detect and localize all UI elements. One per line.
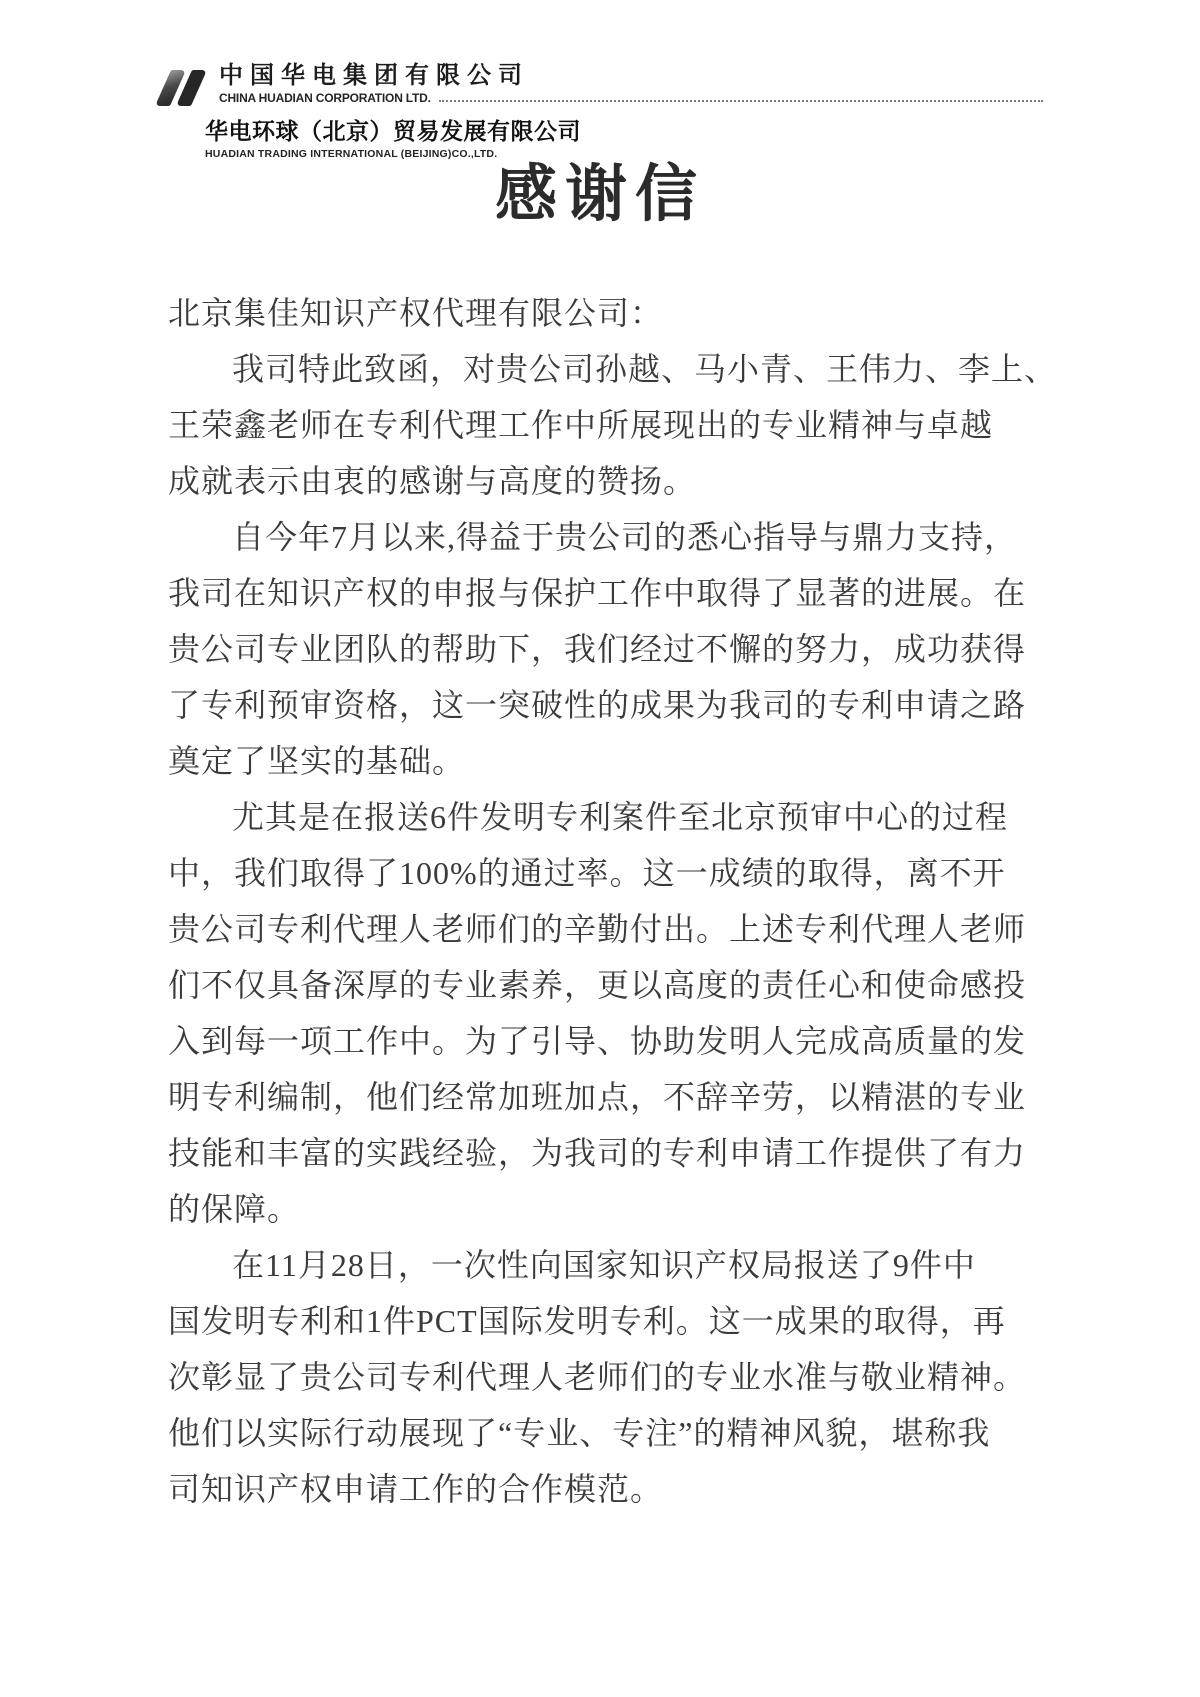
letterhead-en-row xyxy=(219,91,1043,105)
letterhead xyxy=(163,62,1043,160)
parent-company-name-cn: 中国华电集团有限公司 xyxy=(219,62,529,89)
letter-line: 奠定了坚实的基础。 xyxy=(168,743,466,779)
letter-line: 的保障。 xyxy=(168,1191,301,1227)
page-title: 感谢信 xyxy=(494,161,705,229)
letter-line: 中，我们取得了100%的通过率。这一成绩的取得，离不开 xyxy=(168,855,1006,891)
letter-line: 成就表示由衷的感谢与高度的赞扬。 xyxy=(168,463,697,499)
letter-line: 次彰显了贵公司专利代理人老师们的专业水准与敬业精神。 xyxy=(168,1359,1027,1395)
letter-line: 王荣鑫老师在专利代理工作中所展现出的专业精神与卓越 xyxy=(168,407,994,443)
letter-line: 他们以实际行动展现了“专业、专注”的精神风貌，堪称我 xyxy=(168,1415,991,1451)
letter-line: 司知识产权申请工作的合作模范。 xyxy=(168,1471,664,1507)
letter-line: 们不仅具备深厚的专业素养，更以高度的责任心和使命感投 xyxy=(168,967,1027,1003)
letter-line: 明专利编制，他们经常加班加点，不辞辛劳，以精湛的专业 xyxy=(168,1079,1027,1115)
letterhead-names xyxy=(219,62,1043,105)
letter-line: 尤其是在报送6件发明专利案件至北京预审中心的过程 xyxy=(232,799,1009,835)
letterhead-parent-row xyxy=(163,62,1043,106)
letter-line: 自今年7月以来,得益于贵公司的悉心指导与鼎力支持， xyxy=(232,519,1018,555)
letter-body xyxy=(168,285,1058,1517)
subsidiary-company-name-en: HUADIAN TRADING INTERNATIONAL (BEIJING)CO.,LTD. xyxy=(205,148,498,160)
letter-line: 技能和丰富的实践经验，为我司的专利申请工作提供了有力 xyxy=(168,1135,1027,1171)
huadian-double-slash-icon xyxy=(163,70,205,106)
letter-line: 了专利预审资格，这一突破性的成果为我司的专利申请之路 xyxy=(168,687,1027,723)
letter-line: 入到每一项工作中。为了引导、协助发明人完成高质量的发 xyxy=(168,1023,1027,1059)
letter-line: 国发明专利和1件PCT国际发明专利。这一成果的取得，再 xyxy=(168,1303,1006,1339)
letter-line: 我司在知识产权的申报与保护工作中取得了显著的进展。在 xyxy=(168,575,1027,611)
subsidiary-company-name-cn: 华电环球（北京）贸易发展有限公司 xyxy=(205,118,581,144)
parent-company-name-en: CHINA HUADIAN CORPORATION LTD. xyxy=(219,91,431,105)
letter-line: 在11月28日，一次性向国家知识产权局报送了9件中 xyxy=(232,1247,976,1283)
letter-line: 我司特此致函，对贵公司孙越、马小青、王伟力、李上、 xyxy=(232,351,1058,387)
salutation: 北京集佳知识产权代理有限公司： xyxy=(168,295,664,331)
letter-line: 贵公司专利代理人老师们的辛勤付出。上述专利代理人老师 xyxy=(168,911,1027,947)
letter-line: 贵公司专业团队的帮助下，我们经过不懈的努力，成功获得 xyxy=(168,631,1027,667)
letterhead-dotted-rule xyxy=(439,100,1043,102)
